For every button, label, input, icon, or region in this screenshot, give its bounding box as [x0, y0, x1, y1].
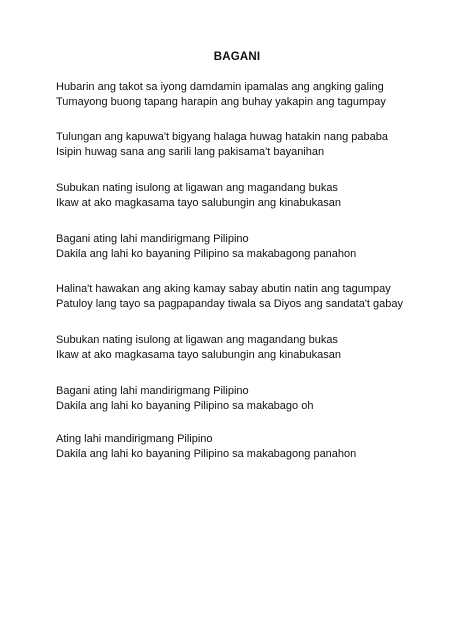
stanza-line: Dakila ang lahi ko bayaning Pilipino sa makabagong panahon — [56, 447, 357, 460]
stanza-line: Hubarin ang takot sa iyong damdamin ipamalas ang angking galing — [56, 81, 384, 93]
stanza-2 — [56, 130, 456, 159]
stanza-line: Tumayong buong tapang harapin ang buhay yakapin ang tagumpay — [56, 95, 386, 108]
stanza-3 — [56, 181, 456, 210]
stanza-7 — [56, 384, 456, 413]
document-title: BAGANI — [213, 51, 261, 63]
stanza-line: Tulungan ang kapuwa't bigyang halaga huwag hatakin nang pababa — [56, 131, 388, 143]
stanza-6 — [56, 333, 456, 362]
stanza-line: Ikaw at ako magkasama tayo salubungin ang kinabukasan — [56, 196, 341, 209]
stanza-line: Dakila ang lahi ko bayaning Pilipino sa makabago oh — [56, 399, 314, 412]
stanza-line: Halina't hawakan ang aking kamay sabay abutin natin ang tagumpay — [56, 283, 391, 295]
stanza-1 — [56, 80, 456, 109]
stanza-5 — [56, 282, 456, 311]
stanza-line: Bagani ating lahi mandirigmang Pilipino — [56, 233, 249, 245]
stanza-line: Ikaw at ako magkasama tayo salubungin ang kinabukasan — [56, 348, 341, 361]
stanza-line: Isipin huwag sana ang sarili lang pakisama't bayanihan — [56, 145, 325, 158]
stanza-4 — [56, 232, 456, 261]
stanza-line: Dakila ang lahi ko bayaning Pilipino sa makabagong panahon — [56, 247, 357, 260]
stanza-line: Patuloy lang tayo sa pagpapanday tiwala sa Diyos ang sandata't gabay — [56, 297, 404, 310]
stanza-line: Bagani ating lahi mandirigmang Pilipino — [56, 385, 249, 397]
stanza-line: Subukan nating isulong at ligawan ang magandang bukas — [56, 334, 338, 346]
stanza-line: Ating lahi mandirigmang Pilipino — [56, 433, 213, 445]
stanza-line: Subukan nating isulong at ligawan ang magandang bukas — [56, 182, 338, 194]
stanza-8 — [56, 432, 456, 461]
